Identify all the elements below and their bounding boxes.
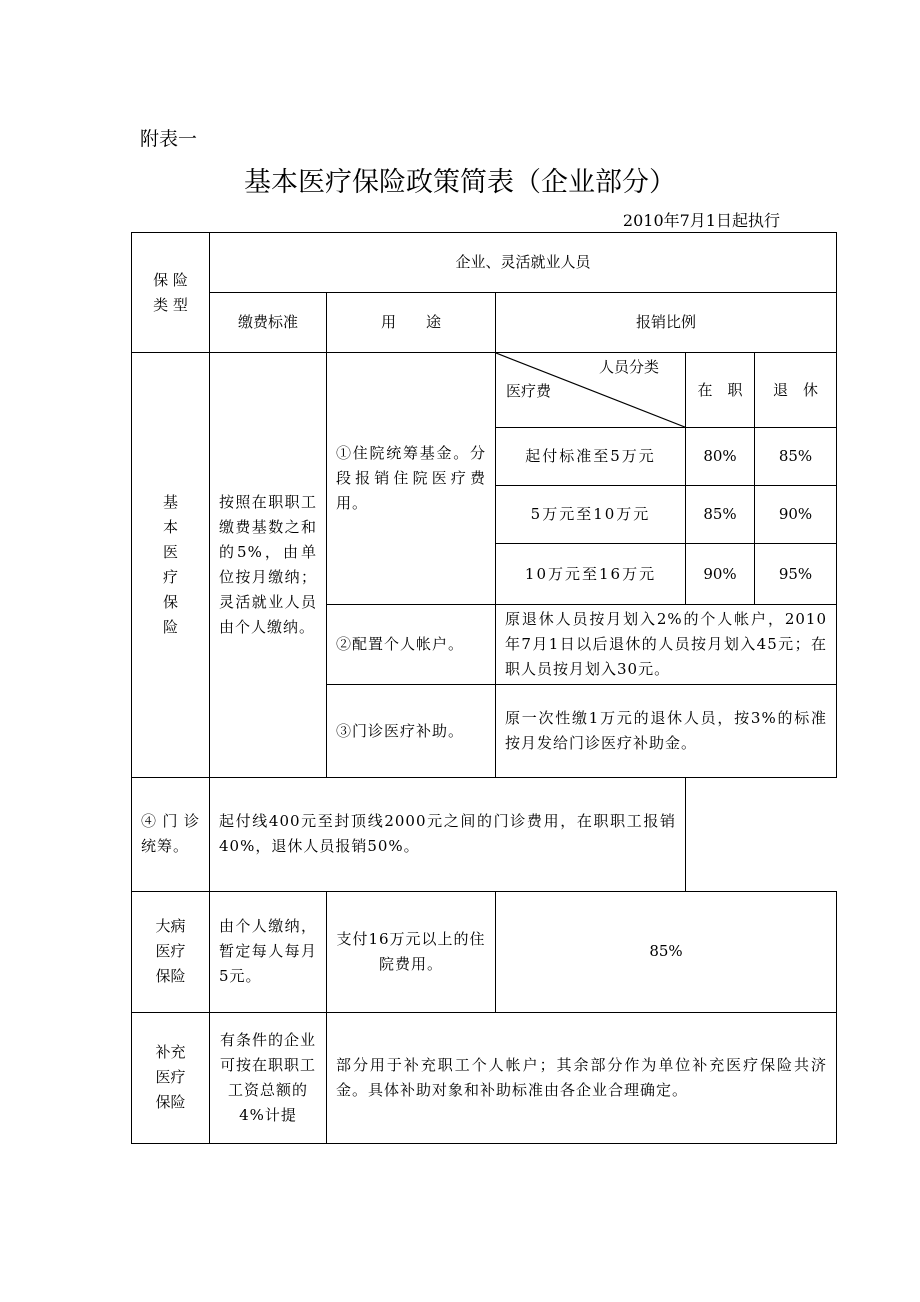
table-row — [132, 233, 837, 293]
diag-staff-category: 人员分类 — [598, 358, 659, 377]
contribution-header: 缴费标准 — [210, 293, 327, 353]
supplementary-insurance-type — [132, 1012, 210, 1143]
tier-retired-rate: 90% — [755, 486, 837, 544]
basic-type-char: 基 — [162, 492, 178, 511]
major-illness-insurance-type — [132, 891, 210, 1012]
tier-employed-rate: 90% — [686, 544, 755, 605]
tier-retired-rate: 95% — [755, 544, 837, 605]
major-contribution: 由个人缴纳，暂定每人每月5元。 — [210, 891, 327, 1012]
tier-range: 5万元至10万元 — [496, 486, 686, 544]
annex-label: 附表一 — [140, 128, 198, 150]
reimbursement-header: 报销比例 — [496, 293, 837, 353]
tier-range: 10万元至16万元 — [496, 544, 686, 605]
supplement-contribution: 有条件的企业可按在职职工工资总额的4%计提 — [210, 1012, 327, 1143]
basic-type-char: 险 — [162, 617, 178, 636]
supplement-type-line: 保险 — [155, 1093, 186, 1112]
outpatient-pooling-detail: 起付线400元至封顶线2000元之间的门诊费用，在职职工报销40%，退休人员报销50%。 — [210, 777, 686, 891]
table-row — [132, 891, 837, 1012]
basic-type-char: 保 — [162, 592, 178, 611]
usage-personal-account: ②配置个人帐户。 — [327, 605, 496, 685]
insurance-type-header-line2: 类 型 — [153, 295, 188, 314]
personal-account-detail: 原退休人员按月划入2%的个人帐户，2010年7月1日以后退休的人员按月划入45元；在职人员按月划入30元。 — [496, 605, 837, 685]
major-usage: 支付16万元以上的住院费用。 — [327, 891, 496, 1012]
diagonal-header-cell — [496, 353, 686, 428]
basic-type-char: 疗 — [162, 567, 178, 586]
usage-outpatient-subsidy: ③门诊医疗补助。 — [327, 685, 496, 777]
basic-type-char: 本 — [162, 517, 178, 536]
basic-type-char: 医 — [162, 542, 178, 561]
major-type-line: 大病 — [155, 917, 186, 936]
usage-outpatient-pooling: ④门诊统筹。 — [132, 777, 210, 891]
supplement-type-line: 补充 — [155, 1043, 186, 1062]
usage-header: 用 途 — [327, 293, 496, 353]
tier-range: 起付标准至5万元 — [496, 428, 686, 486]
effective-date: 2010年7月1日起执行 — [622, 211, 780, 230]
tier-employed-rate: 85% — [686, 486, 755, 544]
tier-employed-rate: 80% — [686, 428, 755, 486]
outpatient-subsidy-detail: 原一次性缴1万元的退休人员，按3%的标准按月发给门诊医疗补助金。 — [496, 685, 837, 777]
major-rate: 85% — [496, 891, 837, 1012]
table-row — [132, 1012, 837, 1143]
insurance-type-header-line1: 保 险 — [153, 270, 188, 289]
basic-insurance-type — [132, 353, 210, 777]
table-row — [132, 353, 837, 428]
table-row — [132, 777, 837, 891]
group-header: 企业、灵活就业人员 — [210, 233, 837, 293]
major-type-line: 保险 — [155, 967, 186, 986]
table-row — [132, 293, 837, 353]
policy-table — [131, 232, 837, 1144]
basic-contribution: 按照在职职工缴费基数之和的5%，由单位按月缴纳；灵活就业人员由个人缴纳。 — [210, 353, 327, 777]
diag-medical-fee: 医疗费 — [506, 382, 552, 401]
employed-header: 在 职 — [686, 353, 755, 428]
usage-inpatient-pooling: ①住院统筹基金。分段报销住院医疗费用。 — [327, 353, 496, 605]
tier-retired-rate: 85% — [755, 428, 837, 486]
page-title: 基本医疗保险政策简表（企业部分） — [244, 167, 676, 198]
major-type-line: 医疗 — [155, 942, 186, 961]
supplement-type-line: 医疗 — [155, 1068, 186, 1087]
retired-header: 退 休 — [755, 353, 837, 428]
insurance-type-header — [132, 233, 210, 353]
supplement-detail: 部分用于补充职工个人帐户；其余部分作为单位补充医疗保险共济金。具体补助对象和补助标准由各企业合理确定。 — [327, 1012, 837, 1143]
